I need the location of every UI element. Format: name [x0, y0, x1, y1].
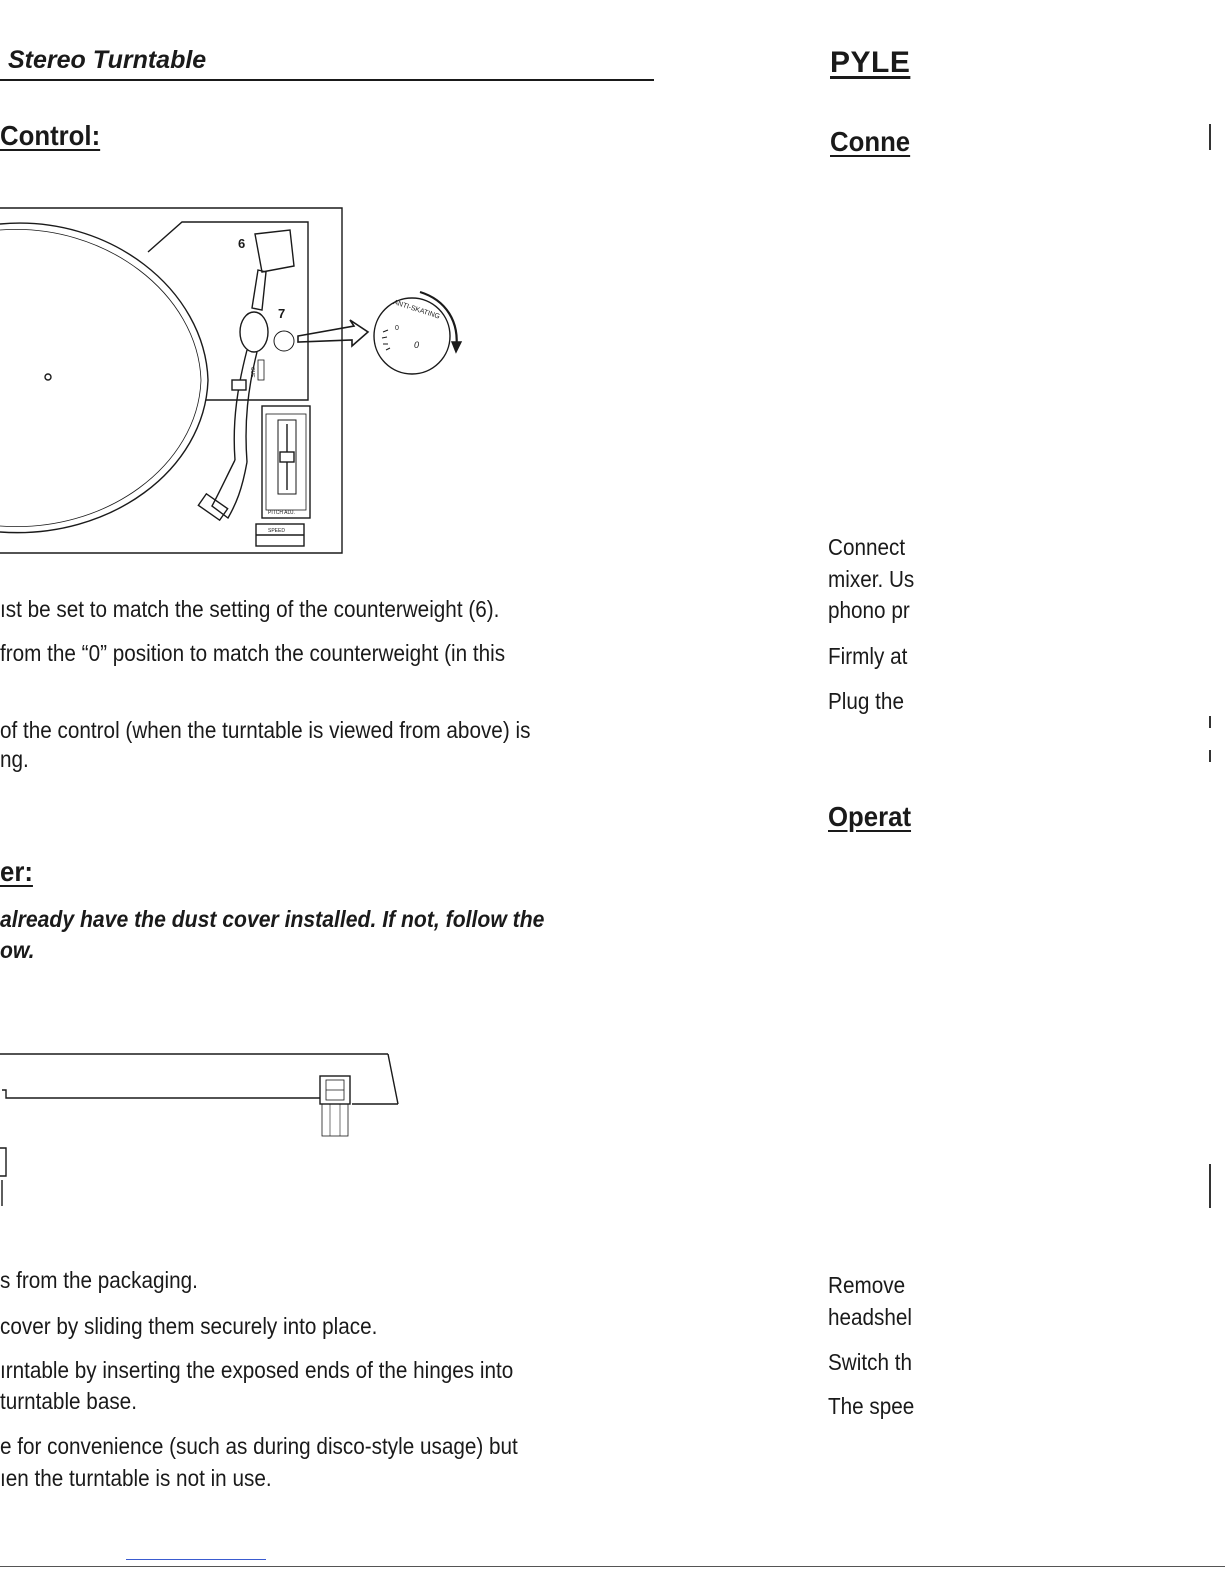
antiskating-line-1: ıst be set to match the setting of the counterweight (6). [0, 596, 500, 622]
label-speed: SPEED [268, 528, 285, 534]
connections-line-2: mixer. Us [828, 566, 915, 592]
header-rule [0, 79, 654, 81]
connections-line-5: Plug the [828, 688, 904, 714]
running-header-title: Stereo Turntable [8, 46, 207, 74]
antiskating-line-3: of the control (when the turntable is viewed from above) is [0, 717, 531, 743]
operation-line-1: Remove [828, 1272, 906, 1298]
label-pitch-adj: PITCH ADJ. [268, 510, 295, 516]
label-cue: CUE [249, 367, 255, 378]
dust-cover-line-5: e for convenience (such as during disco-style usage) but [0, 1433, 518, 1459]
operation-line-2: headshel [828, 1304, 913, 1330]
operation-line-3: Switch th [828, 1349, 912, 1375]
antiskating-line-4: ng. [0, 746, 29, 772]
dust-cover-hinge-figure [0, 1040, 420, 1220]
label-dial-left: 0 [395, 325, 399, 332]
edge-mark [1209, 124, 1211, 150]
section-heading-operation: Operat [828, 801, 912, 832]
label-dial-title: ANTI-SKATING [392, 299, 441, 321]
edge-mark [1209, 750, 1211, 762]
dust-cover-line-6: ıen the turntable is not in use. [0, 1465, 272, 1491]
connections-line-4: Firmly at [828, 643, 908, 669]
antiskating-line-2: from the “0” position to match the counterweight (in this [0, 640, 506, 666]
right-page [826, 0, 920, 1585]
connections-line-1: Connect [828, 534, 906, 560]
section-heading-dust-cover: er: [0, 856, 33, 887]
bottom-blue-mark [126, 1559, 266, 1560]
dust-cover-line-1: s from the packaging. [0, 1267, 198, 1293]
brand-logo: PYLE [830, 46, 911, 79]
dust-cover-note-line-1: already have the dust cover installed. If not, follow the [0, 906, 545, 932]
edge-mark [1209, 716, 1211, 728]
turntable-top-view-figure [0, 200, 480, 560]
section-heading-antiskating: Control: [0, 120, 101, 151]
dust-cover-line-4: turntable base. [0, 1388, 137, 1414]
dust-cover-line-3: ırntable by inserting the exposed ends of the hinges into [0, 1357, 514, 1383]
label-antiskating: 7 [278, 306, 286, 321]
section-heading-connections: Conne [830, 126, 911, 157]
dust-cover-line-2: cover by sliding them securely into place. [0, 1313, 378, 1339]
dust-cover-note-line-2: ow. [0, 937, 35, 963]
operation-line-4: The spee [828, 1393, 915, 1419]
label-dial-zero: 0 [414, 340, 420, 350]
bottom-scan-line [0, 1566, 1225, 1567]
connections-line-3: phono pr [828, 597, 910, 623]
edge-mark [1209, 1164, 1211, 1208]
label-counterweight: 6 [238, 236, 246, 251]
